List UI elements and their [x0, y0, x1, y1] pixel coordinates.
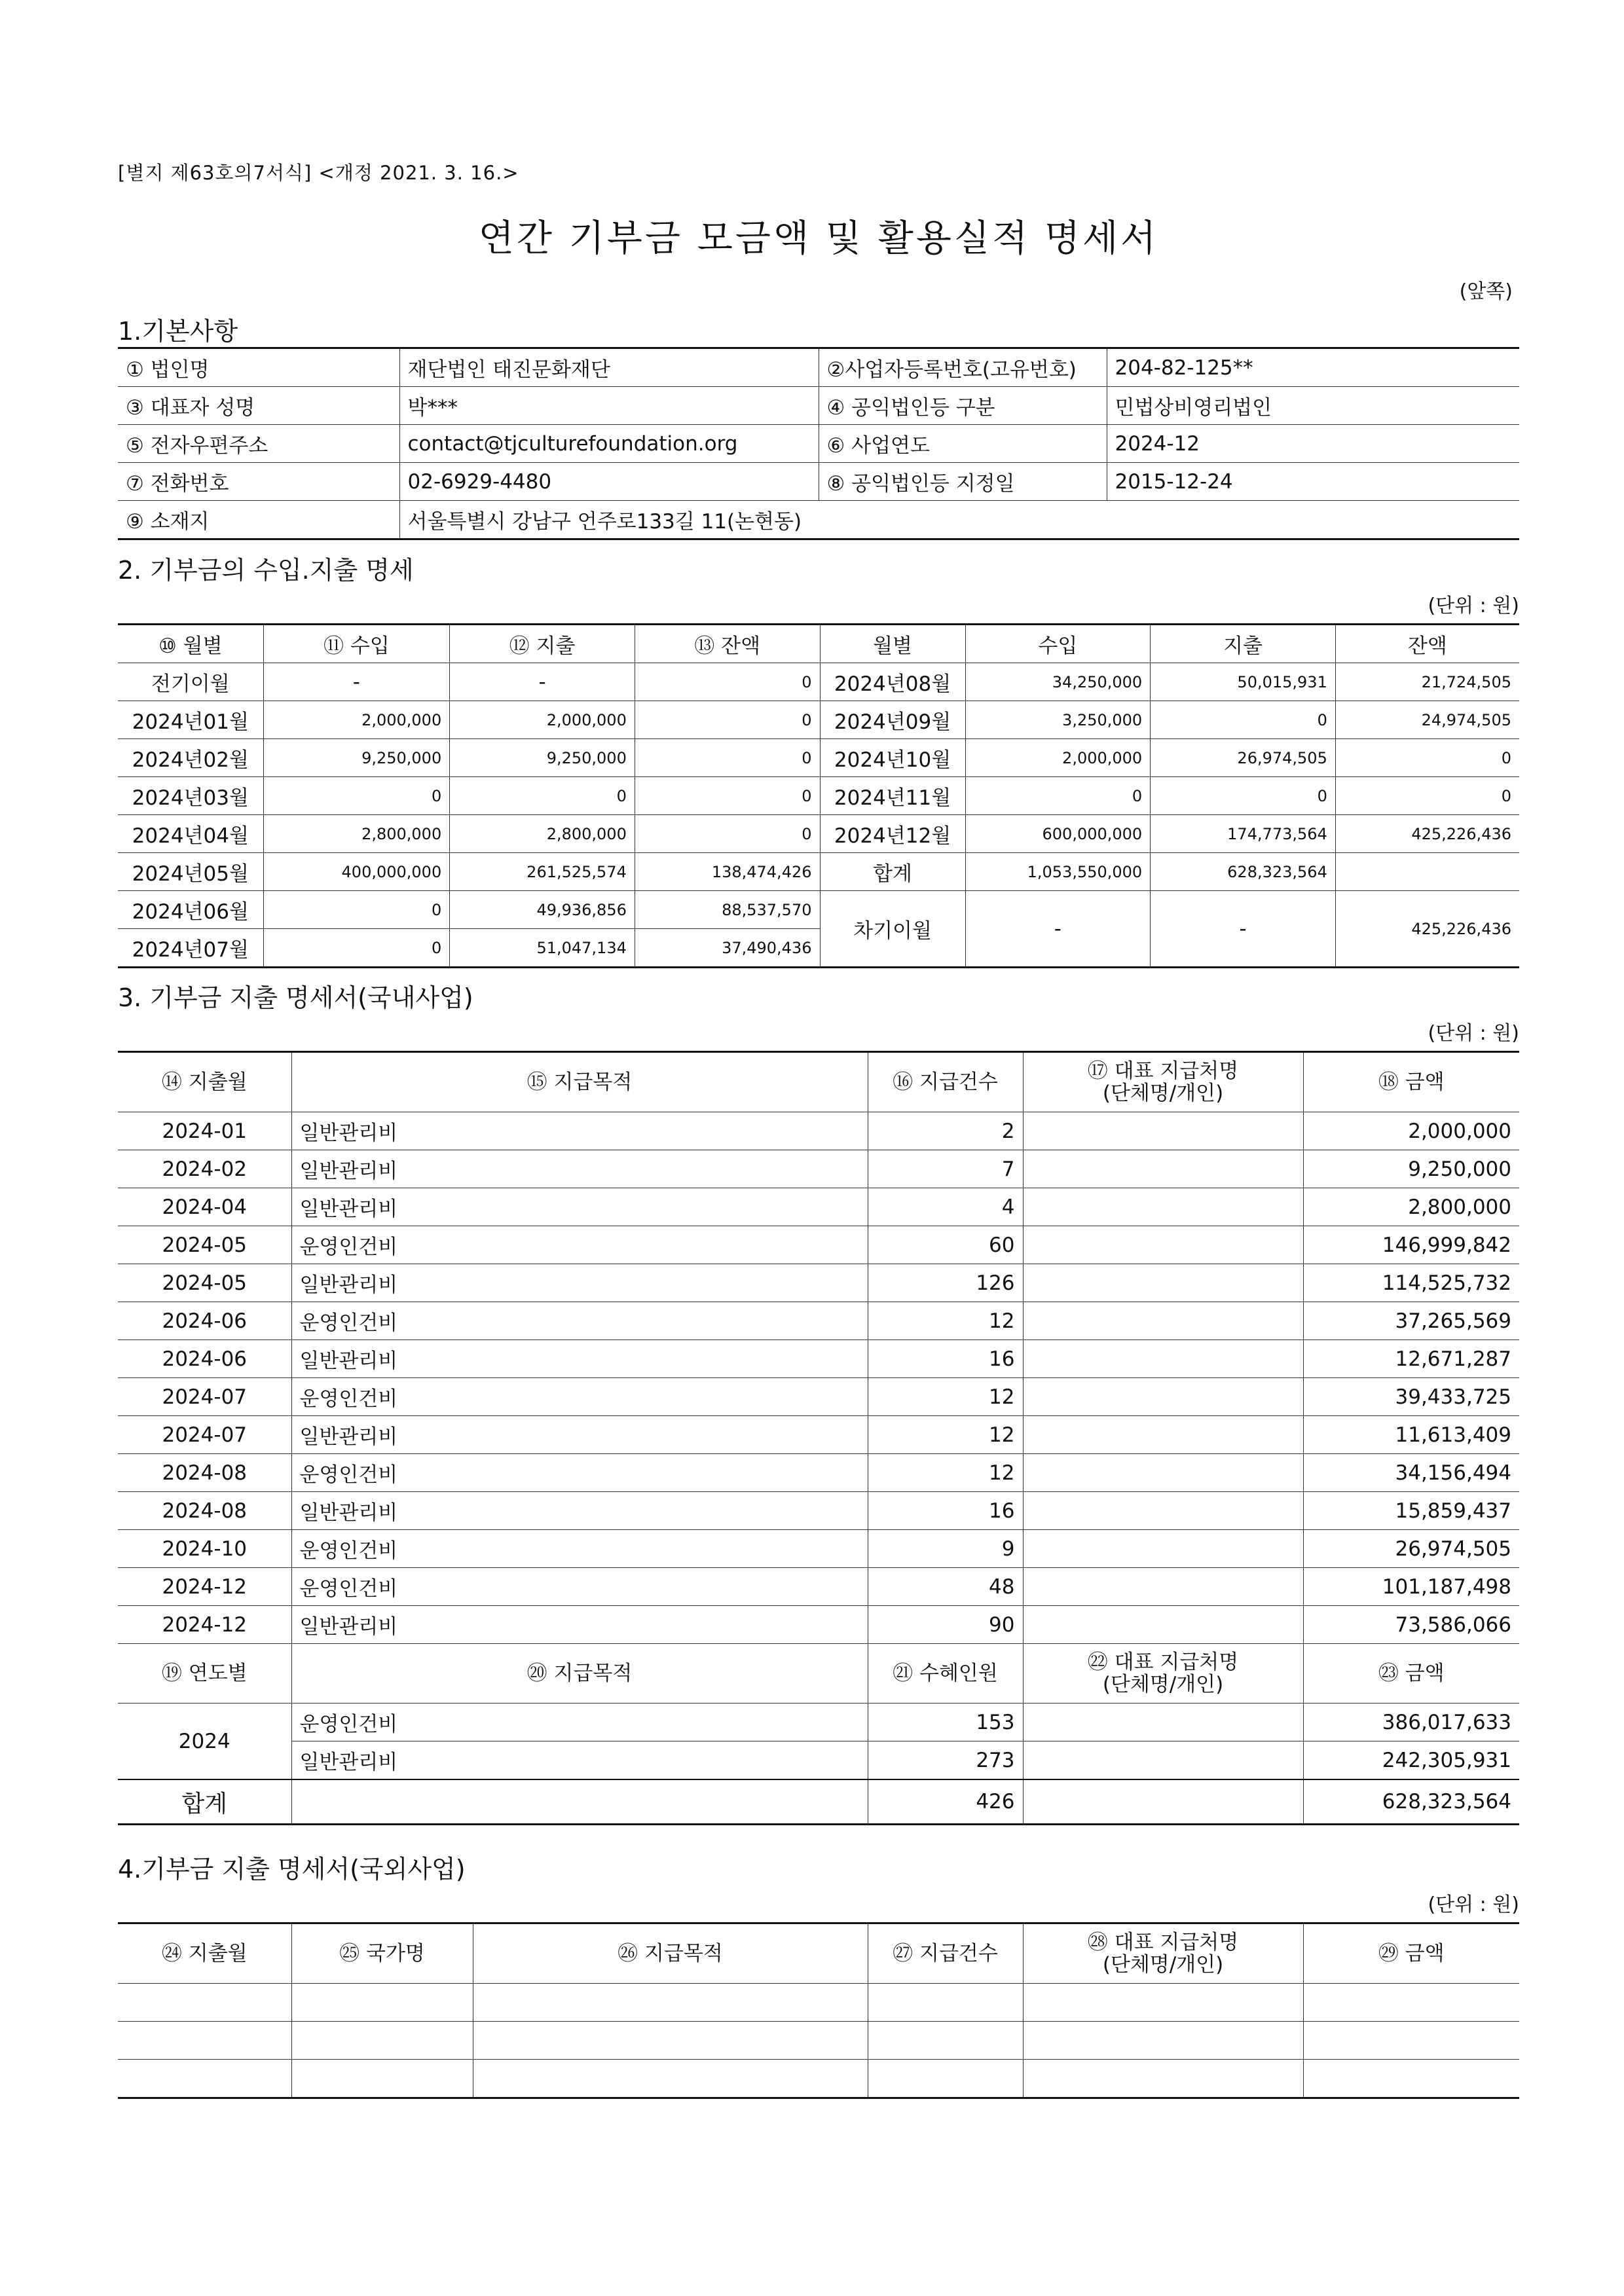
- month: 2024년11월: [820, 777, 965, 815]
- month: 2024-02: [118, 1150, 291, 1188]
- section3-heading: 3. 기부금 지출 명세서(국내사업): [118, 983, 473, 1012]
- col-header: ㉕ 국가명: [291, 1923, 473, 1984]
- empty-cell: [1023, 2060, 1303, 2098]
- table-row: [118, 739, 1519, 777]
- purpose: 일반관리비: [291, 1492, 868, 1530]
- purpose: 일반관리비: [291, 1188, 868, 1226]
- amount: 73,586,066: [1303, 1606, 1519, 1644]
- purpose: 운영인건비: [291, 1530, 868, 1568]
- col-header-line: (단체명/개인): [1102, 1953, 1224, 1977]
- table-header-row: [118, 1923, 1519, 1984]
- col-header: ㉖ 지급목적: [473, 1923, 868, 1984]
- expense: 261,525,574: [450, 853, 635, 891]
- col-header-line: (단체명/개인): [1102, 1673, 1224, 1696]
- col-header: 잔액: [1335, 625, 1519, 663]
- table-row: [118, 1530, 1519, 1568]
- page-title: 연간 기부금 모금액 및 활용실적 명세서: [478, 217, 1159, 260]
- basic-info-row: [118, 463, 1519, 501]
- col-header: [1023, 1052, 1303, 1112]
- count: 12: [868, 1378, 1023, 1416]
- total-payee: [1023, 1779, 1303, 1825]
- rep-name-label: ③ 대표자 성명: [118, 387, 399, 425]
- count: 60: [868, 1226, 1023, 1264]
- biz-reg-value: 204-82-125**: [1107, 348, 1519, 387]
- table-row: [118, 1340, 1519, 1378]
- amount: 9,250,000: [1303, 1150, 1519, 1188]
- table-row: [118, 1416, 1519, 1454]
- address-value: 서울특별시 강남구 언주로133길 11(논현동): [399, 501, 1519, 539]
- table-row: [118, 1454, 1519, 1492]
- email-value: contact@tjculturefoundation.org: [399, 425, 819, 463]
- form-number: [별지 제63호의7서식] <개정 2021. 3. 16.>: [118, 162, 519, 184]
- total-label: 합계: [118, 1779, 291, 1825]
- section4-unit: (단위 : 원): [1428, 1893, 1519, 1916]
- month: 2024년05월: [118, 853, 263, 891]
- balance: 0: [635, 739, 820, 777]
- purpose: 일반관리비: [291, 1606, 868, 1644]
- expense: 0: [1151, 777, 1336, 815]
- empty-cell: [118, 2060, 291, 2098]
- payee: [1023, 1112, 1303, 1150]
- table-row: [118, 1704, 1519, 1741]
- empty-cell: [1303, 1984, 1519, 2022]
- table-row: [118, 1264, 1519, 1302]
- corp-type-label: ④ 공익법인등 구분: [819, 387, 1107, 425]
- expense: -: [450, 663, 635, 701]
- beneficiaries: 153: [868, 1704, 1023, 1741]
- empty-cell: [473, 2060, 868, 2098]
- amount: 11,613,409: [1303, 1416, 1519, 1454]
- table-row: [118, 2060, 1519, 2098]
- table-row: [118, 1226, 1519, 1264]
- month: 2024-06: [118, 1340, 291, 1378]
- purpose: 일반관리비: [291, 1264, 868, 1302]
- front-side-label: (앞쪽): [1459, 280, 1513, 303]
- payee: [1023, 1264, 1303, 1302]
- income: 0: [263, 891, 450, 929]
- phone-label: ⑦ 전화번호: [118, 463, 399, 501]
- designation-date-label: ⑧ 공익법인등 지정일: [819, 463, 1107, 501]
- corp-type-value: 민법상비영리법인: [1107, 387, 1519, 425]
- month: 2024-07: [118, 1378, 291, 1416]
- empty-cell: [868, 2022, 1023, 2060]
- table-row: [118, 853, 1519, 891]
- fiscal-year-value: 2024-12: [1107, 425, 1519, 463]
- empty-cell: [868, 1984, 1023, 2022]
- amount: 39,433,725: [1303, 1378, 1519, 1416]
- payee: [1023, 1378, 1303, 1416]
- address-label: ⑨ 소재지: [118, 501, 399, 539]
- rep-name-value: 박***: [399, 387, 819, 425]
- month: 2024-07: [118, 1416, 291, 1454]
- total-count: 426: [868, 1779, 1023, 1825]
- payee: [1023, 1416, 1303, 1454]
- fiscal-year-label: ⑥ 사업연도: [819, 425, 1107, 463]
- amount: 37,265,569: [1303, 1302, 1519, 1340]
- basic-info-table: [118, 347, 1519, 540]
- section2-unit: (단위 : 원): [1428, 594, 1519, 617]
- corp-name-value: 재단법인 태진문화재단: [399, 348, 819, 387]
- amount: 34,156,494: [1303, 1454, 1519, 1492]
- corp-name-label: ① 법인명: [118, 348, 399, 387]
- count: 2: [868, 1112, 1023, 1150]
- count: 16: [868, 1340, 1023, 1378]
- overseas-expense-table: [118, 1922, 1519, 2099]
- month: 2024-04: [118, 1188, 291, 1226]
- purpose: 일반관리비: [291, 1340, 868, 1378]
- expense: 0: [1151, 701, 1336, 739]
- total-balance: [1335, 853, 1519, 891]
- expense: 174,773,564: [1151, 815, 1336, 853]
- total-income: 1,053,550,000: [965, 853, 1151, 891]
- section1-heading: 1.기본사항: [118, 317, 238, 346]
- count: 16: [868, 1492, 1023, 1530]
- basic-info-row: [118, 387, 1519, 425]
- balance: 21,724,505: [1335, 663, 1519, 701]
- income: 0: [263, 777, 450, 815]
- month: 2024년06월: [118, 891, 263, 929]
- month: 2024년02월: [118, 739, 263, 777]
- table-header-row: [118, 1644, 1519, 1704]
- col-header-line: ㉒ 대표 지급처명: [1087, 1650, 1239, 1674]
- income: 600,000,000: [965, 815, 1151, 853]
- purpose: 일반관리비: [291, 1416, 868, 1454]
- col-header: ⑩ 월별: [118, 625, 263, 663]
- purpose: 일반관리비: [291, 1112, 868, 1150]
- month: 2024년03월: [118, 777, 263, 815]
- empty-cell: [118, 1984, 291, 2022]
- table-row: [118, 1492, 1519, 1530]
- purpose: 운영인건비: [291, 1454, 868, 1492]
- col-header: ⑲ 연도별: [118, 1644, 291, 1704]
- month: 2024년07월: [118, 929, 263, 968]
- balance: 88,537,570: [635, 891, 820, 929]
- amount: 386,017,633: [1303, 1704, 1519, 1741]
- balance: 138,474,426: [635, 853, 820, 891]
- payee: [1023, 1492, 1303, 1530]
- count: 7: [868, 1150, 1023, 1188]
- table-row: [118, 1188, 1519, 1226]
- col-header: ㉔ 지출월: [118, 1923, 291, 1984]
- empty-cell: [291, 2022, 473, 2060]
- basic-info-row: [118, 425, 1519, 463]
- payee: [1023, 1704, 1303, 1741]
- balance: 0: [635, 701, 820, 739]
- expense: 49,936,856: [450, 891, 635, 929]
- table-row: [118, 777, 1519, 815]
- amount: 26,974,505: [1303, 1530, 1519, 1568]
- month: 2024년01월: [118, 701, 263, 739]
- payee: [1023, 1150, 1303, 1188]
- payee: [1023, 1302, 1303, 1340]
- year: 2024: [118, 1704, 291, 1780]
- total-amount: 628,323,564: [1303, 1779, 1519, 1825]
- table-row: [118, 663, 1519, 701]
- basic-info-row: [118, 348, 1519, 387]
- total-expense: 628,323,564: [1151, 853, 1336, 891]
- col-header: 월별: [820, 625, 965, 663]
- count: 48: [868, 1568, 1023, 1606]
- table-row: [118, 1984, 1519, 2022]
- carry-balance: 425,226,436: [1335, 891, 1519, 968]
- col-header: ⑪ 수입: [263, 625, 450, 663]
- balance: 24,974,505: [1335, 701, 1519, 739]
- empty-cell: [473, 2022, 868, 2060]
- count: 90: [868, 1606, 1023, 1644]
- amount: 242,305,931: [1303, 1741, 1519, 1780]
- amount: 2,000,000: [1303, 1112, 1519, 1150]
- expense: 0: [450, 777, 635, 815]
- count: 12: [868, 1454, 1023, 1492]
- payee: [1023, 1340, 1303, 1378]
- month: 2024년12월: [820, 815, 965, 853]
- payee: [1023, 1454, 1303, 1492]
- email-label: ⑤ 전자우편주소: [118, 425, 399, 463]
- designation-date-value: 2015-12-24: [1107, 463, 1519, 501]
- balance: 425,226,436: [1335, 815, 1519, 853]
- total-purpose: [291, 1779, 868, 1825]
- month: 2024년09월: [820, 701, 965, 739]
- col-header: ⑯ 지급건수: [868, 1052, 1023, 1112]
- table-row: [118, 891, 1519, 929]
- amount: 12,671,287: [1303, 1340, 1519, 1378]
- section4-heading: 4.기부금 지출 명세서(국외사업): [118, 1855, 466, 1884]
- month: 2024-08: [118, 1454, 291, 1492]
- balance: 0: [635, 777, 820, 815]
- month: 2024-05: [118, 1264, 291, 1302]
- empty-cell: [1303, 2060, 1519, 2098]
- amount: 101,187,498: [1303, 1568, 1519, 1606]
- col-header: ⑬ 잔액: [635, 625, 820, 663]
- purpose: 일반관리비: [291, 1150, 868, 1188]
- amount: 15,859,437: [1303, 1492, 1519, 1530]
- payee: [1023, 1606, 1303, 1644]
- amount: 146,999,842: [1303, 1226, 1519, 1264]
- col-header-line: (단체명/개인): [1102, 1082, 1224, 1105]
- basic-info-row: [118, 501, 1519, 539]
- income: 2,000,000: [263, 701, 450, 739]
- col-header: [1023, 1644, 1303, 1704]
- col-header-line: ㉘ 대표 지급처명: [1087, 1931, 1239, 1954]
- income: 9,250,000: [263, 739, 450, 777]
- phone-value: 02-6929-4480: [399, 463, 819, 501]
- table-row: [118, 1568, 1519, 1606]
- empty-cell: [1023, 1984, 1303, 2022]
- balance: 0: [635, 815, 820, 853]
- count: 12: [868, 1302, 1023, 1340]
- empty-cell: [868, 2060, 1023, 2098]
- month: 2024-10: [118, 1530, 291, 1568]
- month: 2024-06: [118, 1302, 291, 1340]
- carry-income: -: [965, 891, 1151, 968]
- payee: [1023, 1530, 1303, 1568]
- purpose: 운영인건비: [291, 1378, 868, 1416]
- col-header-line: ⑰ 대표 지급처명: [1087, 1059, 1239, 1083]
- income-expense-table: [118, 623, 1519, 968]
- col-header: ⑫ 지출: [450, 625, 635, 663]
- carry-label: 차기이월: [820, 891, 965, 968]
- expense: 50,015,931: [1151, 663, 1336, 701]
- col-header: ㉑ 수혜인원: [868, 1644, 1023, 1704]
- purpose: 운영인건비: [291, 1302, 868, 1340]
- purpose: 일반관리비: [291, 1741, 868, 1780]
- month: 2024-12: [118, 1568, 291, 1606]
- expense: 2,800,000: [450, 815, 635, 853]
- empty-cell: [118, 2022, 291, 2060]
- balance: 0: [1335, 777, 1519, 815]
- purpose: 운영인건비: [291, 1226, 868, 1264]
- income: 0: [263, 929, 450, 968]
- empty-cell: [1023, 2022, 1303, 2060]
- amount: 114,525,732: [1303, 1264, 1519, 1302]
- balance: 37,490,436: [635, 929, 820, 968]
- carry-expense: -: [1151, 891, 1336, 968]
- col-header: ㉗ 지급건수: [868, 1923, 1023, 1984]
- table-row: [118, 701, 1519, 739]
- col-header: 지출: [1151, 625, 1336, 663]
- payee: [1023, 1226, 1303, 1264]
- table-row: [118, 1150, 1519, 1188]
- col-header: ⑳ 지급목적: [291, 1644, 868, 1704]
- col-header: ㉙ 금액: [1303, 1923, 1519, 1984]
- col-header: [1023, 1923, 1303, 1984]
- month: 전기이월: [118, 663, 263, 701]
- month: 2024년08월: [820, 663, 965, 701]
- section3-unit: (단위 : 원): [1428, 1022, 1519, 1045]
- income: 400,000,000: [263, 853, 450, 891]
- col-header: 수입: [965, 625, 1151, 663]
- payee: [1023, 1188, 1303, 1226]
- table-row: [118, 815, 1519, 853]
- income: -: [263, 663, 450, 701]
- balance: 0: [1335, 739, 1519, 777]
- income: 0: [965, 777, 1151, 815]
- col-header: ⑱ 금액: [1303, 1052, 1519, 1112]
- col-header: ㉓ 금액: [1303, 1644, 1519, 1704]
- col-header: ⑮ 지급목적: [291, 1052, 868, 1112]
- count: 12: [868, 1416, 1023, 1454]
- total-label: 합계: [820, 853, 965, 891]
- beneficiaries: 273: [868, 1741, 1023, 1780]
- empty-cell: [473, 1984, 868, 2022]
- expense: 51,047,134: [450, 929, 635, 968]
- table-row: [118, 2022, 1519, 2060]
- table-row: [118, 1302, 1519, 1340]
- month: 2024-08: [118, 1492, 291, 1530]
- amount: 2,800,000: [1303, 1188, 1519, 1226]
- table-row: [118, 1378, 1519, 1416]
- month: 2024-12: [118, 1606, 291, 1644]
- expense: 26,974,505: [1151, 739, 1336, 777]
- expense: 9,250,000: [450, 739, 635, 777]
- balance: 0: [635, 663, 820, 701]
- count: 9: [868, 1530, 1023, 1568]
- month: 2024-05: [118, 1226, 291, 1264]
- purpose: 운영인건비: [291, 1704, 868, 1741]
- biz-reg-label: ②사업자등록번호(고유번호): [819, 348, 1107, 387]
- empty-cell: [291, 2060, 473, 2098]
- count: 126: [868, 1264, 1023, 1302]
- month: 2024년10월: [820, 739, 965, 777]
- section2-heading: 2. 기부금의 수입.지출 명세: [118, 556, 414, 585]
- payee: [1023, 1568, 1303, 1606]
- domestic-expense-table: [118, 1051, 1519, 1825]
- purpose: 운영인건비: [291, 1568, 868, 1606]
- month: 2024년04월: [118, 815, 263, 853]
- table-header-row: [118, 1052, 1519, 1112]
- income: 34,250,000: [965, 663, 1151, 701]
- total-row: [118, 1779, 1519, 1825]
- table-row: [118, 1112, 1519, 1150]
- income: 3,250,000: [965, 701, 1151, 739]
- col-header: ⑭ 지출월: [118, 1052, 291, 1112]
- empty-cell: [291, 1984, 473, 2022]
- table-row: [118, 1741, 1519, 1780]
- empty-cell: [1303, 2022, 1519, 2060]
- payee: [1023, 1741, 1303, 1780]
- count: 4: [868, 1188, 1023, 1226]
- table-row: [118, 1606, 1519, 1644]
- income: 2,000,000: [965, 739, 1151, 777]
- month: 2024-01: [118, 1112, 291, 1150]
- table-header-row: [118, 625, 1519, 663]
- expense: 2,000,000: [450, 701, 635, 739]
- income: 2,800,000: [263, 815, 450, 853]
